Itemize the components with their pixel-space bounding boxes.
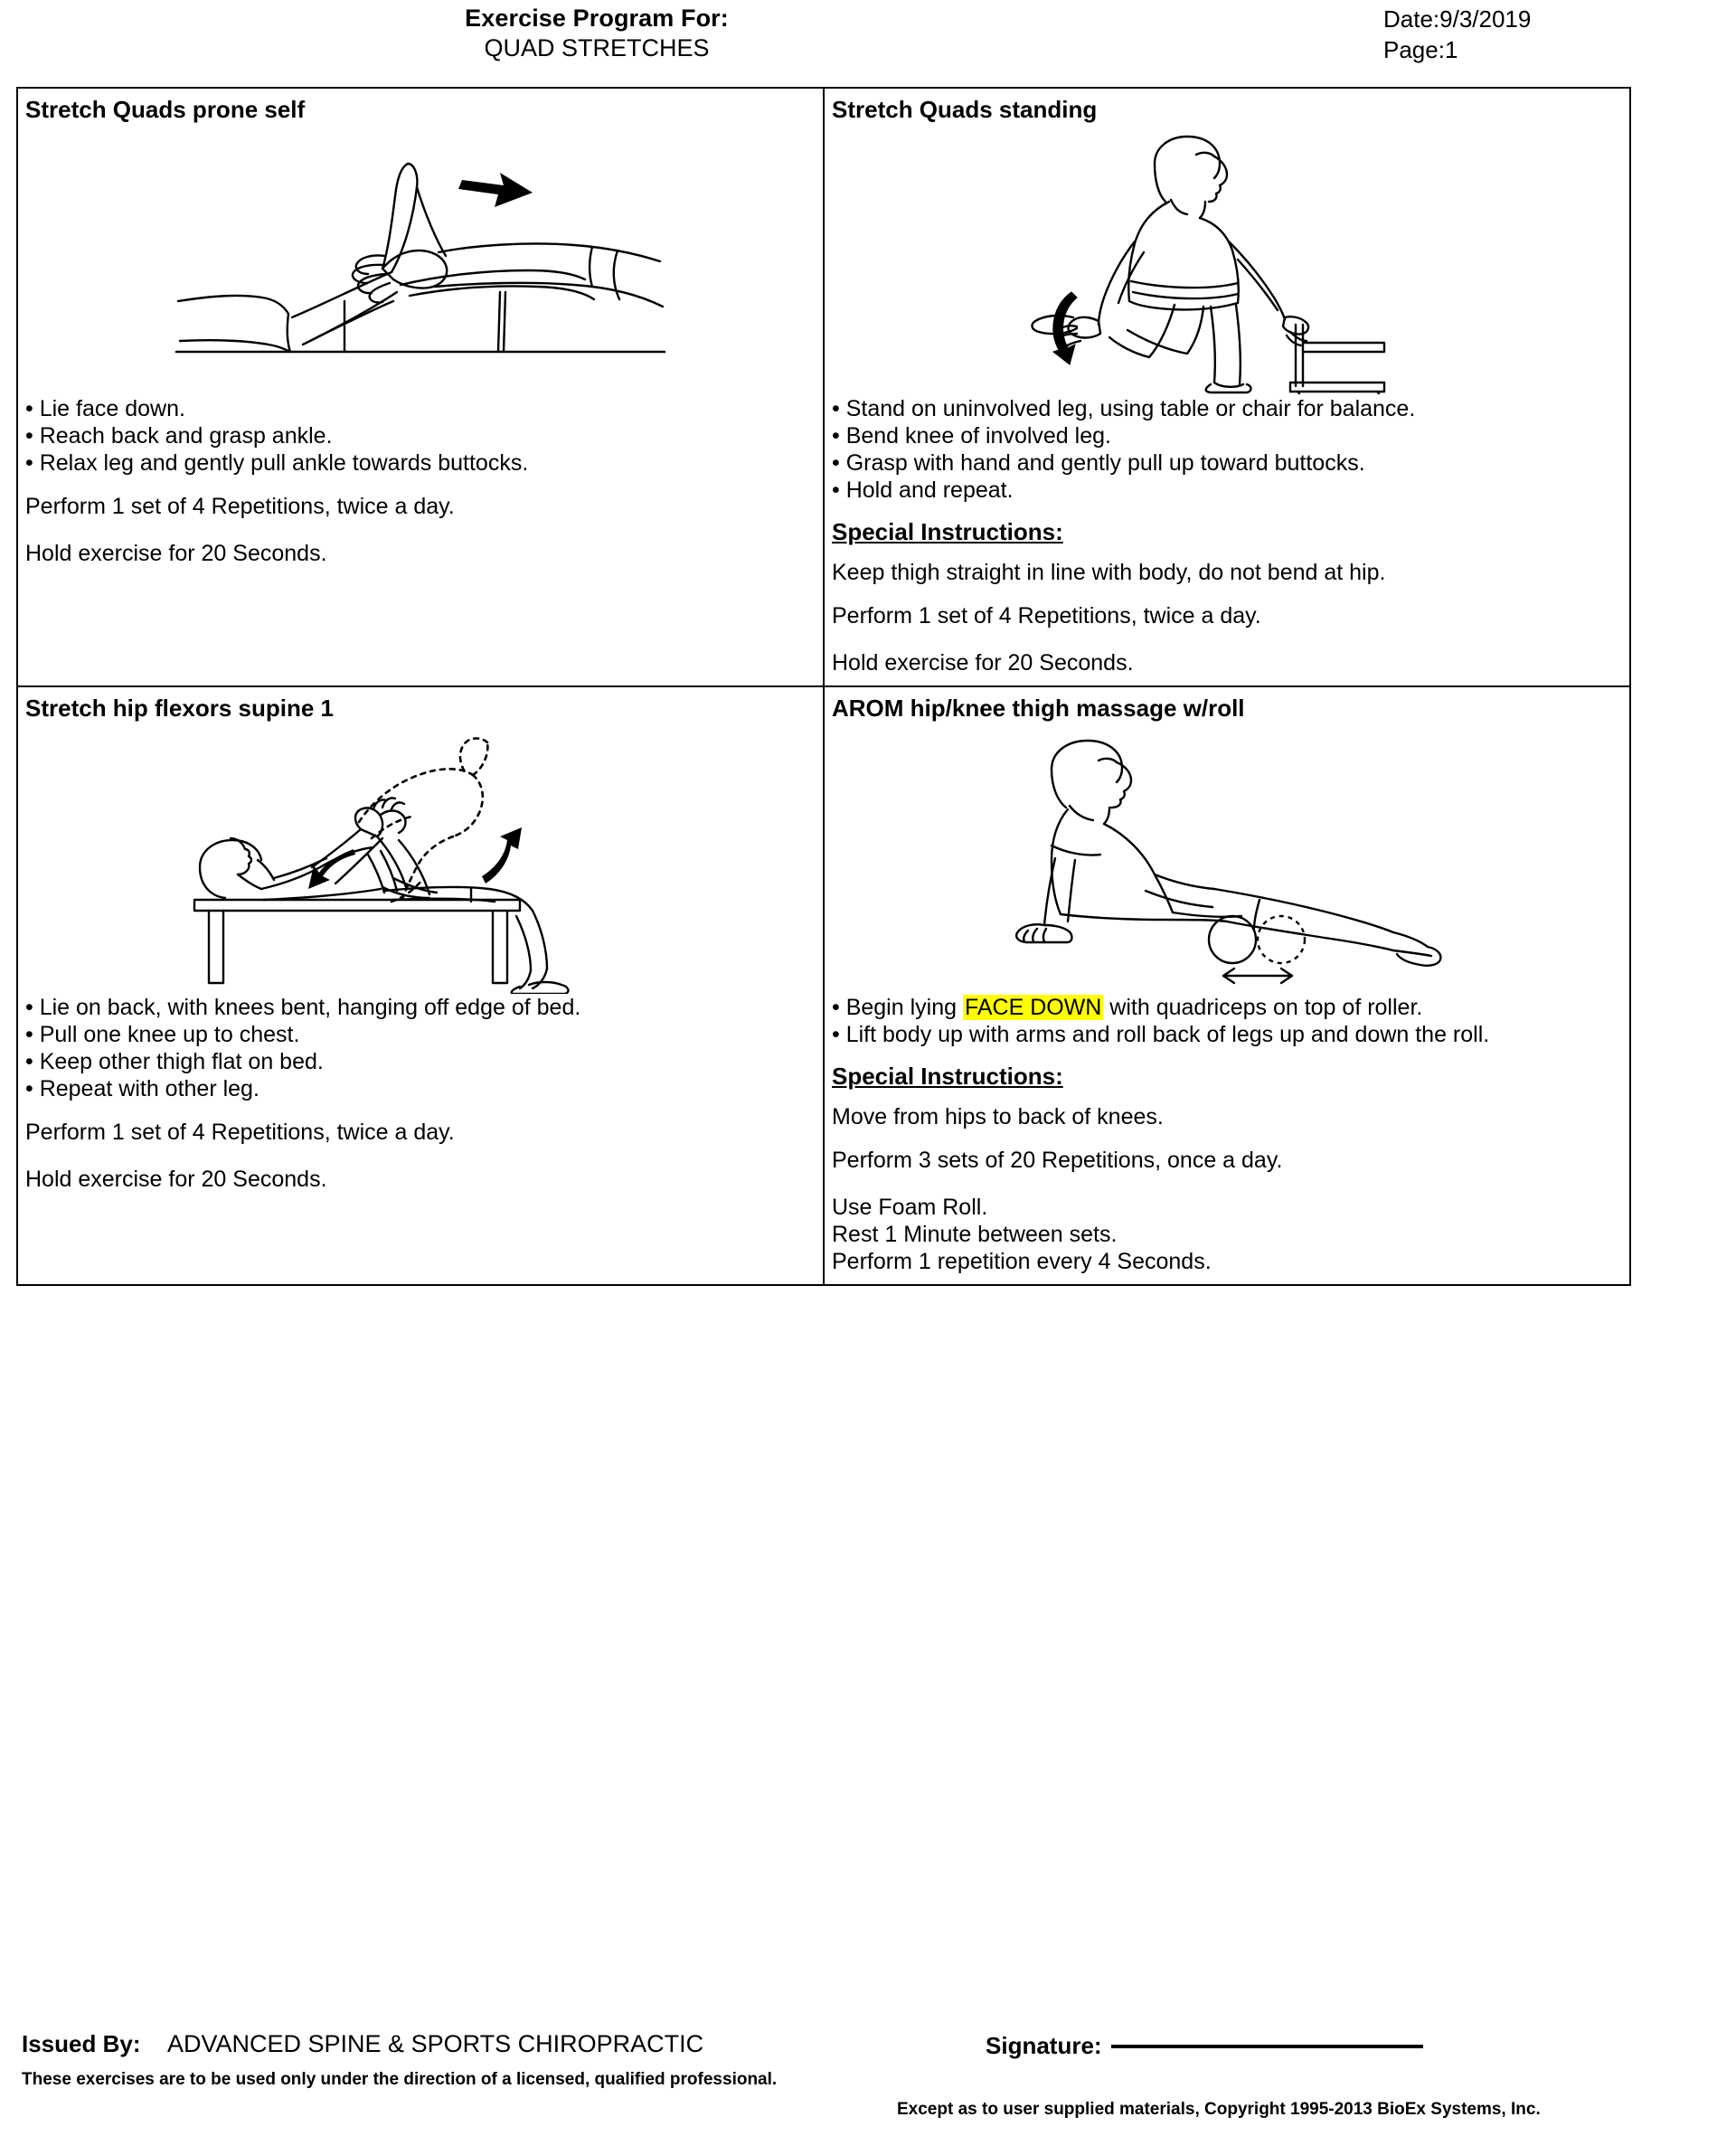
date-label: Date:9/3/2019 bbox=[1383, 5, 1532, 33]
exercise-grid bbox=[16, 87, 1631, 1286]
instruction-bullet: • Repeat with other leg. bbox=[25, 1076, 259, 1101]
special-instructions-text: Keep thigh straight in line with body, do not bend at hip. bbox=[832, 560, 1386, 585]
exercise-instruction-list bbox=[25, 395, 816, 477]
instruction-bullet: • Relax leg and gently pull ankle towards buttocks. bbox=[25, 450, 529, 476]
supine-hip-flexor-stretch-illustration bbox=[25, 723, 816, 994]
instruction-bullet: • Reach back and grasp ankle. bbox=[25, 423, 333, 449]
direction-arrow bbox=[458, 173, 533, 207]
instruction-bullet: • Hold and repeat. bbox=[832, 477, 1014, 503]
exercise-dosage: Perform 1 set of 4 Repetitions, twice a day. bbox=[25, 494, 455, 519]
exercise-dosage: Perform 1 set of 4 Repetitions, twice a day. bbox=[25, 1120, 455, 1145]
exercise-dosage: Perform 3 sets of 20 Repetitions, once a day. bbox=[832, 1148, 1283, 1173]
special-instructions-heading: Special Instructions: bbox=[832, 518, 1063, 545]
special-instructions-text: Move from hips to back of knees. bbox=[832, 1104, 1164, 1129]
signature-label: Signature: bbox=[986, 2032, 1102, 2059]
header-meta-block bbox=[1383, 4, 1531, 65]
instruction-bullet: • Lie face down. bbox=[25, 396, 185, 421]
instruction-bullet-highlighted bbox=[832, 994, 1622, 1021]
extra-note-line: Use Foam Roll. bbox=[832, 1195, 988, 1220]
page-header bbox=[0, 0, 1736, 71]
standing-quad-stretch-illustration bbox=[832, 124, 1622, 395]
special-instructions-heading: Special Instructions: bbox=[832, 1063, 1063, 1090]
instruction-bullet: • Lift body up with arms and roll back of legs up and down the roll. bbox=[832, 1022, 1490, 1047]
exercise-instruction-list bbox=[832, 994, 1622, 1048]
exercise-row bbox=[17, 88, 1630, 686]
exercise-title: Stretch hip flexors supine 1 bbox=[25, 695, 334, 722]
issued-by-label: Issued By: bbox=[22, 2030, 141, 2057]
extra-note-line: Perform 1 repetition every 4 Seconds. bbox=[832, 1249, 1212, 1274]
direction-arrow bbox=[1053, 292, 1077, 364]
instruction-bullet: • Bend knee of involved leg. bbox=[832, 423, 1111, 449]
exercise-cell-foam-roller bbox=[824, 686, 1630, 1285]
instruction-bullet: • Keep other thigh flat on bed. bbox=[25, 1049, 324, 1074]
direction-arrow bbox=[1223, 969, 1292, 983]
signature-line[interactable] bbox=[1111, 2045, 1423, 2048]
instruction-bullet: • Grasp with hand and gently pull up toward buttocks. bbox=[832, 450, 1365, 476]
exercise-hold-time: Hold exercise for 20 Seconds. bbox=[832, 650, 1134, 676]
clinic-name: ADVANCED SPINE & SPORTS CHIROPRACTIC bbox=[167, 2030, 704, 2057]
exercise-cell-supine-hip-flexor bbox=[17, 686, 824, 1285]
exercise-dosage: Perform 1 set of 4 Repetitions, twice a day. bbox=[832, 603, 1261, 629]
foam-roller-thigh-massage-illustration bbox=[832, 723, 1622, 994]
exercise-title: AROM hip/knee thigh massage w/roll bbox=[832, 695, 1245, 722]
header-center-block bbox=[0, 4, 1194, 63]
exercise-title: Stretch Quads prone self bbox=[25, 96, 306, 123]
exercise-instruction-list bbox=[25, 994, 816, 1102]
exercise-title: Stretch Quads standing bbox=[832, 96, 1098, 123]
exercise-row bbox=[17, 686, 1630, 1285]
exercise-instruction-list bbox=[832, 395, 1622, 504]
exercise-cell-standing-quad bbox=[824, 88, 1630, 686]
program-name: QUAD STRETCHES bbox=[484, 34, 710, 61]
instruction-bullet: • Lie on back, with knees bent, hanging off edge of bed. bbox=[25, 995, 581, 1020]
bullet-text-pre: • Begin lying bbox=[832, 995, 963, 1020]
instruction-bullet: • Pull one knee up to chest. bbox=[25, 1022, 300, 1047]
exercise-extra-notes bbox=[832, 1194, 1622, 1275]
page-title: Exercise Program For: bbox=[465, 5, 729, 32]
signature-field[interactable] bbox=[986, 2032, 1423, 2060]
prone-quad-stretch-illustration bbox=[25, 124, 816, 395]
instruction-bullet: • Stand on uninvolved leg, using table or chair for balance. bbox=[832, 396, 1416, 421]
page-footer bbox=[0, 2030, 1736, 2136]
exercise-hold-time: Hold exercise for 20 Seconds. bbox=[25, 541, 327, 566]
exercise-cell-prone-quad bbox=[17, 88, 824, 686]
highlighted-text: FACE DOWN bbox=[964, 995, 1102, 1020]
page-number-label: Page:1 bbox=[1383, 36, 1458, 63]
exercise-hold-time: Hold exercise for 20 Seconds. bbox=[25, 1167, 327, 1192]
bullet-text-post: with quadriceps on top of roller. bbox=[1103, 995, 1423, 1020]
copyright-text: Except as to user supplied materials, Copyright 1995-2013 BioEx Systems, Inc. bbox=[897, 2100, 1541, 2119]
disclaimer-text: These exercises are to be used only under the direction of a licensed, qualified professional. bbox=[22, 2070, 778, 2089]
extra-note-line: Rest 1 Minute between sets. bbox=[832, 1222, 1118, 1247]
